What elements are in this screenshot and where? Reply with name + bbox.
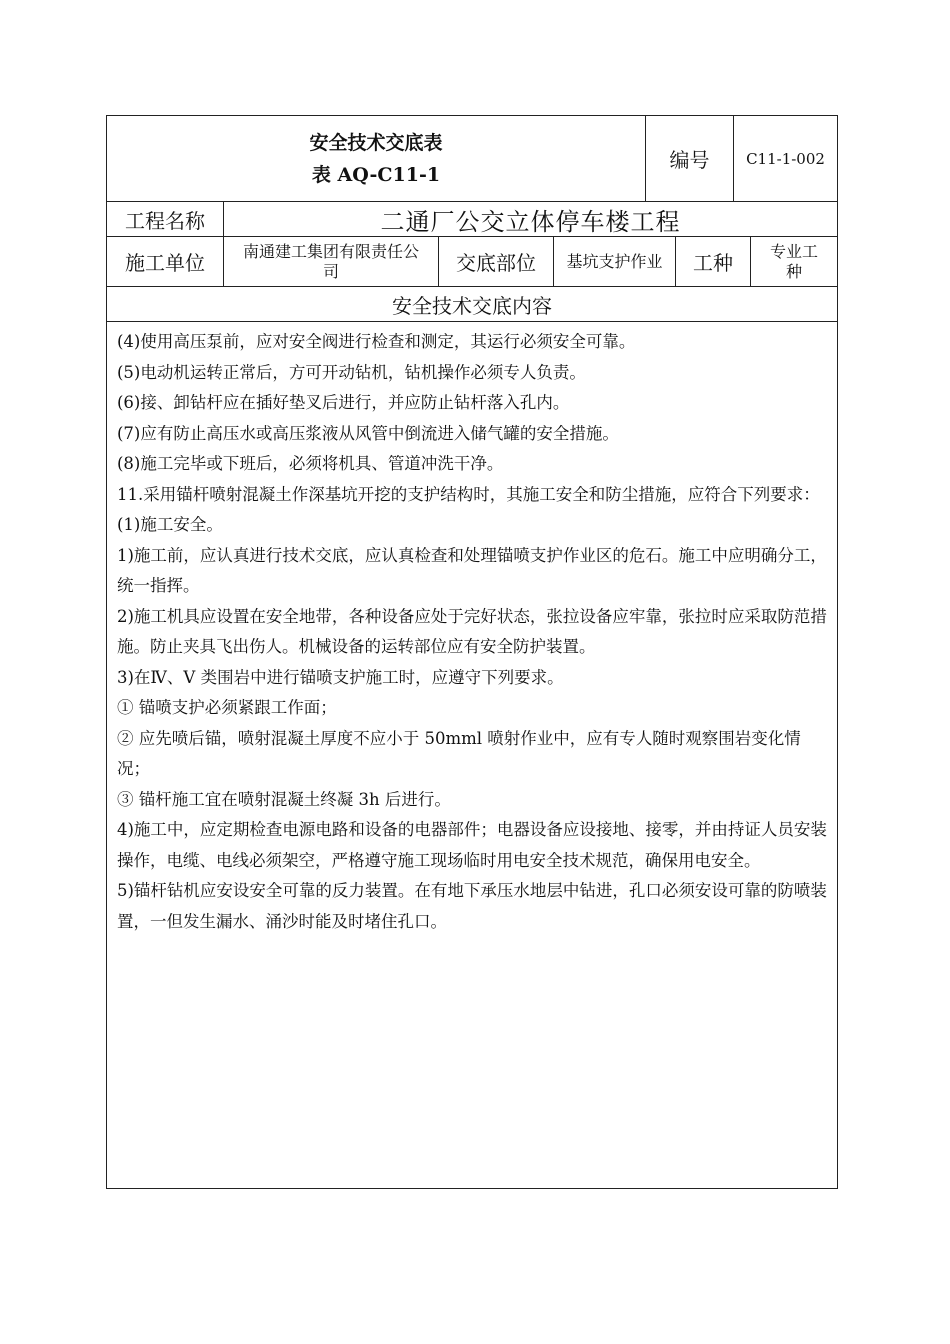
unit-label: 施工单位: [125, 251, 205, 275]
content-paragraph: (5)电动机运转正常后，方可开动钻机，钻机操作必须专人负责。: [117, 362, 586, 382]
content-paragraph: 5)锚杆钻机应安设安全可靠的反力装置。在有地下承压水地层中钻进，孔口必须安设可靠的防喷装置，一但发生漏水、涌沙时能及时堵住孔口。: [117, 881, 827, 931]
content-paragraph: (6)接、卸钻杆应在插好垫叉后进行，并应防止钻杆落入孔内。: [117, 393, 570, 412]
safety-disclosure-form: [106, 115, 838, 1189]
section-title: 安全技术交底内容: [392, 293, 552, 318]
trade-label: 工种: [693, 251, 733, 275]
content-paragraph: (7)应有防止高压水或高压浆液从风管中倒流进入储气罐的安全措施。: [117, 423, 619, 443]
form-title-line1: 安全技术交底表: [309, 131, 443, 154]
part-label: 交底部位: [456, 251, 536, 275]
divider: [107, 321, 837, 322]
content-paragraph: (4)使用高压泵前，应对安全阀进行检查和测定，其运行必须安全可靠。: [117, 332, 636, 351]
number-value: C11-1-002: [746, 149, 825, 168]
project-name: 二通厂公交立体停车楼工程: [380, 207, 681, 236]
content-paragraph: 11.采用锚杆喷射混凝土作深基坑开挖的支护结构时，其施工安全和防尘措施，应符合下列要求：: [117, 484, 820, 504]
project-label: 工程名称: [125, 208, 205, 233]
disclosure-content: [117, 327, 829, 937]
content-paragraph: ③ 锚杆施工宜在喷射混凝土终凝 3h 后进行。: [117, 789, 451, 809]
content-paragraph: ② 应先喷后锚，喷射混凝土厚度不应小于 50mml 喷射作业中，应有专人随时观察围岩变化情况；: [117, 728, 801, 778]
part-value: 基坑支护作业: [566, 251, 663, 271]
form-code: 表 AQ-C11-1: [311, 163, 441, 186]
content-paragraph: 3)在Ⅳ、V 类围岩中进行锚喷支护施工时，应遵守下列要求。: [117, 667, 564, 687]
content-paragraph: 4)施工中，应定期检查电源电路和设备的电器部件；电器设备应设接地、接零，并由持证人员安装操作，电缆、电线必须架空，严格遵守施工现场临时用电安全技术规范，确保用电安全。: [117, 820, 827, 870]
content-paragraph: 2)施工机具应设置在安全地带，各种设备应处于完好状态，张拉设备应牢靠，张拉时应采取防范措施。防止夹具飞出伤人。机械设备的运转部位应有安全防护装置。: [117, 606, 827, 656]
content-paragraph: (1)施工安全。: [117, 515, 223, 534]
content-paragraph: 1)施工前，应认真进行技术交底，应认真检查和处理锚喷支护作业区的危石。施工中应明确分工，统一指挥。: [117, 545, 827, 595]
content-paragraph: ① 锚喷支护必须紧跟工作面；: [117, 698, 337, 717]
number-label: 编号: [669, 148, 710, 172]
content-paragraph: (8)施工完毕或下班后，必须将机具、管道冲洗干净。: [117, 454, 504, 473]
trade-value: 专业工种: [769, 241, 818, 281]
unit-value: 南通建工集团有限责任公司: [242, 241, 419, 281]
form-title: [107, 116, 645, 201]
